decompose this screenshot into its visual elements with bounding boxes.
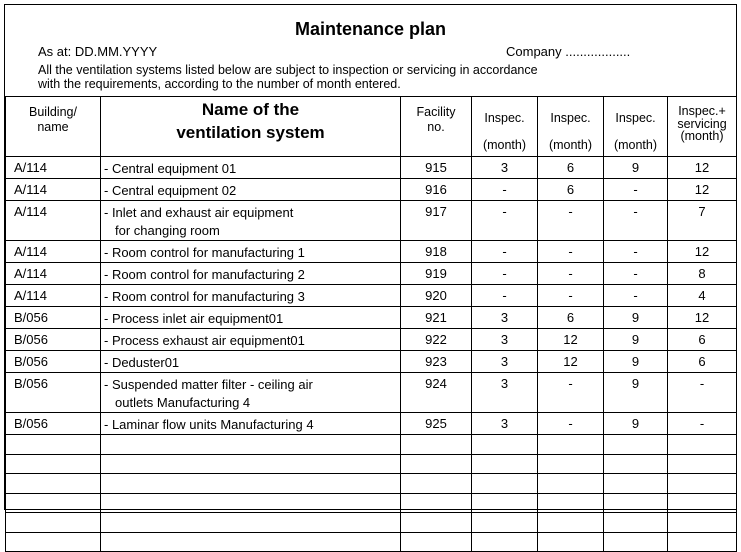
cell-facility-no: 918 [401,241,472,263]
empty-cell [604,474,668,494]
empty-cell [401,435,472,455]
table-row [6,241,737,263]
cell-system-name [101,157,401,179]
empty-cell [101,513,401,533]
empty-cell [6,454,101,474]
maintenance-table [5,96,737,552]
cell-inspection-2: - [538,201,604,241]
header-building: Building/ name [6,97,101,157]
cell-building: B/056 [6,373,101,413]
cell-building: A/114 [6,157,101,179]
cell-inspection-2: - [538,263,604,285]
header-inspection-2: Inspec. (month) [538,97,604,157]
empty-cell [668,493,737,513]
cell-building: B/056 [6,329,101,351]
cell-inspection-1: - [472,241,538,263]
cell-building: B/056 [6,307,101,329]
table-row [6,329,737,351]
empty-cell [538,454,604,474]
empty-cell [604,532,668,552]
description-line: with the requirements, according to the number of month entered. [38,77,401,91]
empty-cell [472,474,538,494]
system-name-line: - Room control for manufacturing 3 [104,289,305,304]
cell-inspection-1: 3 [472,413,538,435]
empty-cell [538,474,604,494]
system-name-line: - Process inlet air equipment01 [104,311,284,326]
cell-system-name [101,263,401,285]
table-row [6,373,737,413]
cell-system-name [101,179,401,201]
table-row [6,201,737,241]
empty-cell [604,493,668,513]
cell-inspection-1: - [472,179,538,201]
empty-row [6,513,737,533]
cell-inspection-2: 12 [538,329,604,351]
empty-cell [472,493,538,513]
table-body [6,157,737,552]
cell-facility-no: 919 [401,263,472,285]
header-system-name: Name of the ventilation system [101,97,401,157]
empty-cell [472,435,538,455]
cell-building: A/114 [6,241,101,263]
cell-inspection-3: - [604,179,668,201]
empty-row [6,532,737,552]
empty-row [6,435,737,455]
empty-cell [472,454,538,474]
cell-inspection-2: 6 [538,179,604,201]
cell-inspection-3: 9 [604,351,668,373]
empty-cell [538,513,604,533]
empty-cell [401,474,472,494]
cell-inspection-1: 3 [472,307,538,329]
empty-cell [6,493,101,513]
cell-inspection-1: 3 [472,373,538,413]
cell-inspection-3: 9 [604,157,668,179]
empty-cell [668,513,737,533]
system-name-line: - Inlet and exhaust air equipment [104,205,294,220]
header-facility: Facility no. [401,97,472,157]
cell-facility-no: 924 [401,373,472,413]
system-name-line: - Room control for manufacturing 1 [104,245,305,260]
description [38,63,538,91]
empty-cell [401,513,472,533]
as-at-date: As at: DD.MM.YYYY [38,44,158,59]
cell-inspection-3: - [604,263,668,285]
table-row [6,157,737,179]
empty-cell [101,493,401,513]
empty-row [6,474,737,494]
cell-inspection-2: 12 [538,351,604,373]
table-row [6,307,737,329]
cell-facility-no: 921 [401,307,472,329]
cell-inspection-servicing: 4 [668,285,737,307]
cell-inspection-servicing: - [668,413,737,435]
cell-inspection-3: 9 [604,373,668,413]
cell-facility-no: 915 [401,157,472,179]
cell-inspection-2: 6 [538,307,604,329]
description-line: All the ventilation systems listed below are subject to inspection or servicing in accordance [38,63,538,77]
system-name-line: - Laminar flow units Manufacturing 4 [104,417,314,432]
cell-inspection-3: - [604,285,668,307]
empty-cell [538,435,604,455]
cell-building: A/114 [6,263,101,285]
cell-system-name [101,285,401,307]
cell-inspection-3: - [604,241,668,263]
cell-system-name [101,413,401,435]
cell-building: B/056 [6,413,101,435]
system-name-line: - Suspended matter filter - ceiling air [104,377,313,392]
empty-cell [668,532,737,552]
company-field: Company .................. [506,44,631,59]
empty-cell [604,513,668,533]
cell-facility-no: 917 [401,201,472,241]
cell-inspection-3: 9 [604,307,668,329]
cell-system-name [101,241,401,263]
empty-cell [101,435,401,455]
empty-cell [6,532,101,552]
empty-cell [6,513,101,533]
empty-cell [668,454,737,474]
cell-building: A/114 [6,179,101,201]
empty-cell [6,435,101,455]
empty-cell [401,493,472,513]
cell-inspection-servicing: 6 [668,351,737,373]
cell-inspection-2: - [538,373,604,413]
empty-cell [401,454,472,474]
cell-inspection-servicing: 6 [668,329,737,351]
cell-facility-no: 916 [401,179,472,201]
table-row [6,263,737,285]
empty-cell [668,474,737,494]
cell-inspection-servicing: 8 [668,263,737,285]
cell-facility-no: 925 [401,413,472,435]
cell-inspection-1: 3 [472,157,538,179]
cell-building: B/056 [6,351,101,373]
cell-inspection-servicing: 7 [668,201,737,241]
header-row [6,97,737,157]
cell-inspection-servicing: 12 [668,179,737,201]
header-inspection-1: Inspec. (month) [472,97,538,157]
empty-cell [6,474,101,494]
system-name-line: for changing room [115,223,220,238]
cell-inspection-servicing: 12 [668,307,737,329]
page-title: Maintenance plan [294,19,447,39]
maintenance-plan-form [4,4,737,510]
cell-system-name [101,373,401,413]
cell-building: A/114 [6,201,101,241]
table-row [6,351,737,373]
system-name-line: outlets Manufacturing 4 [115,395,251,410]
empty-cell [401,532,472,552]
cell-inspection-3: 9 [604,413,668,435]
empty-cell [538,493,604,513]
empty-cell [101,474,401,494]
cell-facility-no: 922 [401,329,472,351]
cell-inspection-2: - [538,413,604,435]
system-name-line: - Deduster01 [104,355,180,370]
cell-inspection-2: 6 [538,157,604,179]
empty-cell [101,454,401,474]
system-name-line: - Room control for manufacturing 2 [104,267,305,282]
cell-inspection-servicing: 12 [668,241,737,263]
cell-system-name [101,351,401,373]
cell-inspection-3: - [604,201,668,241]
header-inspection-3: Inspec. (month) [604,97,668,157]
empty-cell [472,532,538,552]
cell-inspection-servicing: 12 [668,157,737,179]
cell-inspection-1: - [472,263,538,285]
cell-system-name [101,307,401,329]
system-name-line: - Central equipment 01 [104,161,237,176]
cell-system-name [101,329,401,351]
cell-inspection-2: - [538,285,604,307]
cell-inspection-3: 9 [604,329,668,351]
table-row [6,413,737,435]
cell-facility-no: 920 [401,285,472,307]
empty-row [6,454,737,474]
cell-building: A/114 [6,285,101,307]
cell-inspection-1: 3 [472,351,538,373]
empty-cell [538,532,604,552]
cell-inspection-1: - [472,285,538,307]
cell-inspection-1: - [472,201,538,241]
table-row [6,179,737,201]
system-name-line: - Process exhaust air equipment01 [104,333,305,348]
cell-system-name [101,201,401,241]
cell-facility-no: 923 [401,351,472,373]
cell-inspection-servicing: - [668,373,737,413]
header-inspection-servicing: Inspec.+ servicing (month) [668,97,737,157]
table-row [6,285,737,307]
system-name-line: - Central equipment 02 [104,183,237,198]
empty-cell [472,513,538,533]
cell-inspection-1: 3 [472,329,538,351]
empty-cell [668,435,737,455]
cell-inspection-2: - [538,241,604,263]
empty-row [6,493,737,513]
empty-cell [604,454,668,474]
empty-cell [604,435,668,455]
form-header [5,5,736,96]
empty-cell [101,532,401,552]
